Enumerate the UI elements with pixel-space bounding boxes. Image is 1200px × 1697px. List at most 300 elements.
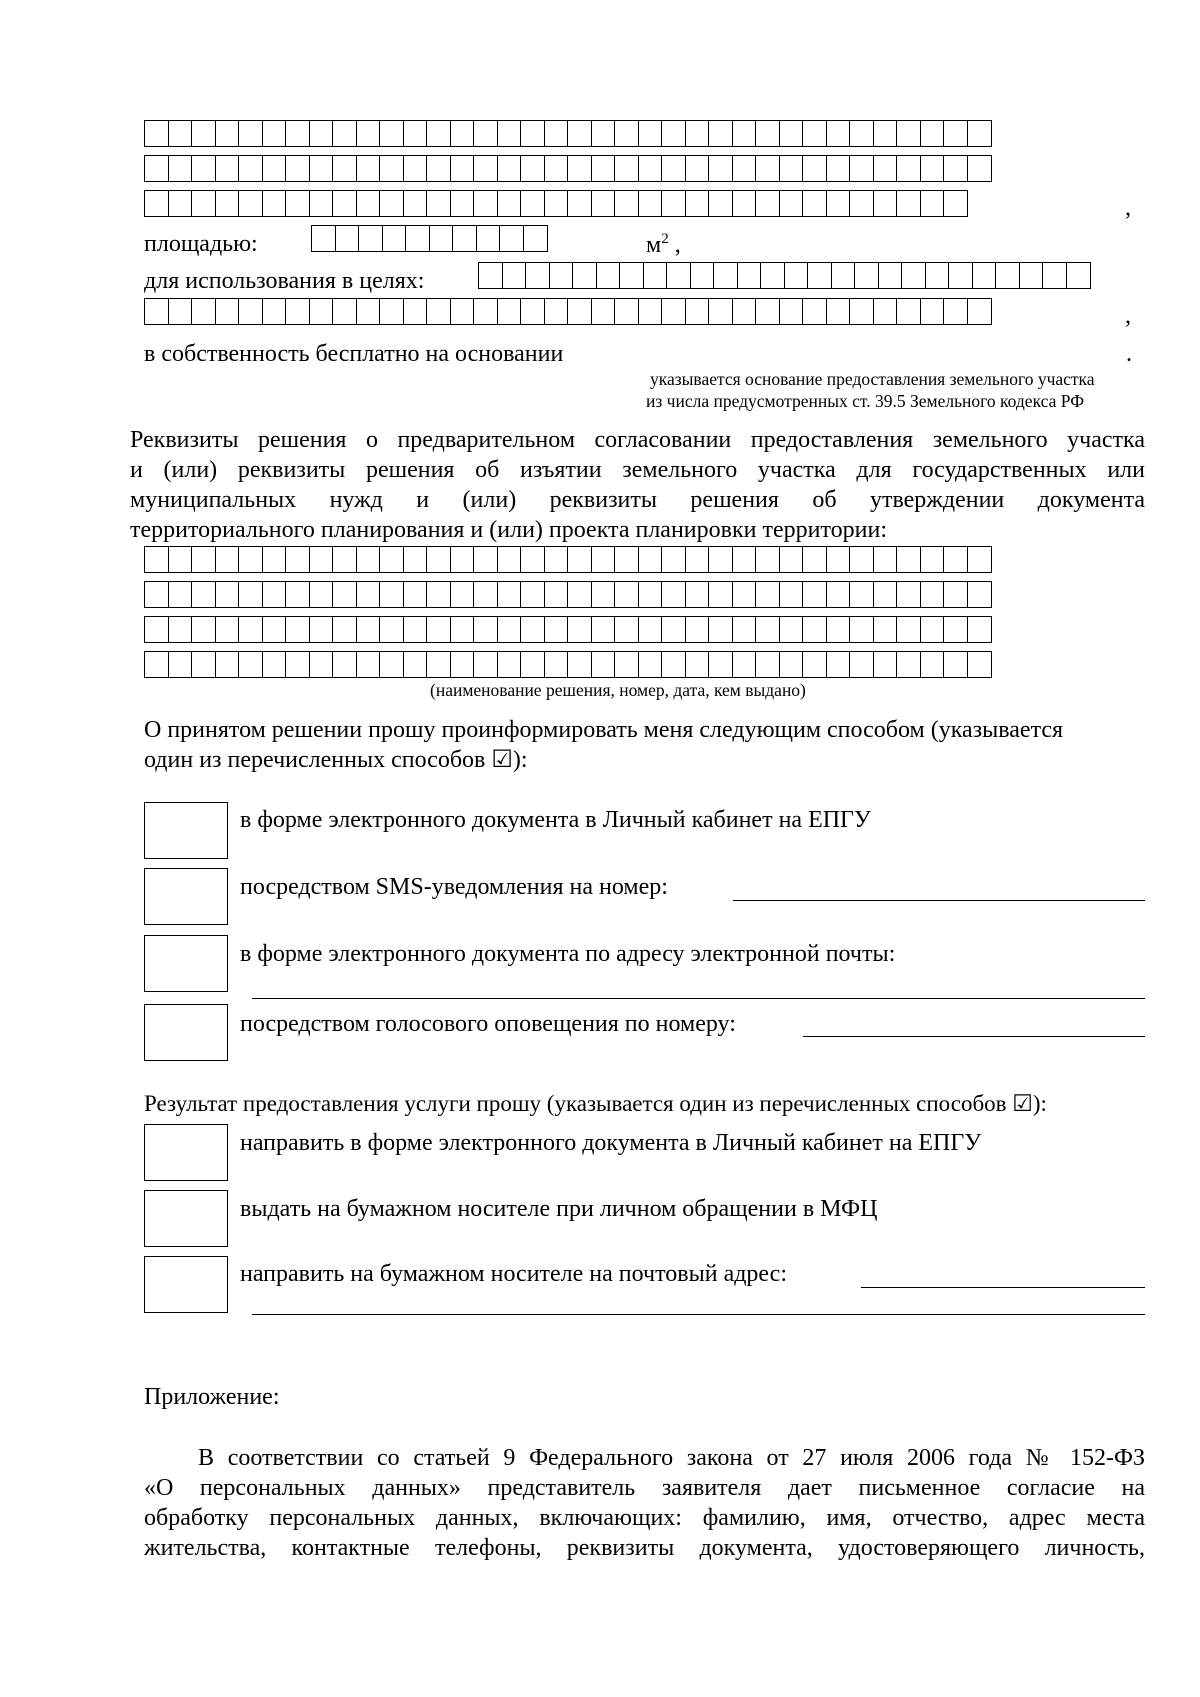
char-cell[interactable] — [732, 298, 757, 325]
char-cell[interactable] — [896, 616, 921, 643]
char-cell[interactable] — [591, 190, 616, 217]
char-cell[interactable] — [379, 651, 404, 678]
email-address-line[interactable] — [252, 998, 1145, 999]
char-cell[interactable] — [215, 651, 240, 678]
char-cell[interactable] — [238, 298, 263, 325]
char-cell[interactable] — [802, 616, 827, 643]
char-cell[interactable] — [356, 120, 381, 147]
char-cell[interactable] — [760, 262, 785, 289]
char-cell[interactable] — [638, 298, 663, 325]
char-cell[interactable] — [332, 155, 357, 182]
char-cell[interactable] — [262, 651, 287, 678]
area-grid[interactable] — [311, 225, 546, 252]
char-cell[interactable] — [638, 651, 663, 678]
char-cell[interactable] — [685, 651, 710, 678]
char-cell[interactable] — [429, 225, 454, 252]
char-cell[interactable] — [591, 651, 616, 678]
char-cell[interactable] — [426, 651, 451, 678]
char-cell[interactable] — [661, 651, 686, 678]
char-cell[interactable] — [831, 262, 856, 289]
char-cell[interactable] — [426, 546, 451, 573]
char-cell[interactable] — [849, 190, 874, 217]
char-cell[interactable] — [520, 120, 545, 147]
char-cell[interactable] — [426, 581, 451, 608]
char-cell[interactable] — [262, 581, 287, 608]
char-cell[interactable] — [925, 262, 950, 289]
char-cell[interactable] — [473, 155, 498, 182]
char-cell[interactable] — [732, 546, 757, 573]
char-cell[interactable] — [262, 546, 287, 573]
char-cell[interactable] — [685, 581, 710, 608]
char-cell[interactable] — [544, 616, 569, 643]
char-cell[interactable] — [215, 581, 240, 608]
char-cell[interactable] — [779, 651, 804, 678]
char-cell[interactable] — [215, 546, 240, 573]
char-cell[interactable] — [708, 546, 733, 573]
char-cell[interactable] — [614, 155, 639, 182]
char-cell[interactable] — [168, 581, 193, 608]
char-cell[interactable] — [873, 190, 898, 217]
char-cell[interactable] — [356, 190, 381, 217]
char-cell[interactable] — [426, 616, 451, 643]
char-grid-row[interactable] — [144, 155, 990, 182]
char-grid-row[interactable] — [144, 190, 967, 217]
char-cell[interactable] — [309, 546, 334, 573]
char-cell[interactable] — [497, 616, 522, 643]
char-cell[interactable] — [896, 651, 921, 678]
char-cell[interactable] — [755, 298, 780, 325]
char-cell[interactable] — [920, 546, 945, 573]
char-cell[interactable] — [943, 546, 968, 573]
char-cell[interactable] — [873, 616, 898, 643]
char-cell[interactable] — [896, 298, 921, 325]
char-cell[interactable] — [779, 190, 804, 217]
char-cell[interactable] — [405, 225, 430, 252]
char-cell[interactable] — [356, 298, 381, 325]
char-cell[interactable] — [920, 651, 945, 678]
char-cell[interactable] — [732, 616, 757, 643]
voice-number-line[interactable] — [803, 1036, 1145, 1037]
char-cell[interactable] — [967, 120, 992, 147]
char-cell[interactable] — [520, 546, 545, 573]
char-cell[interactable] — [168, 120, 193, 147]
char-cell[interactable] — [849, 120, 874, 147]
char-cell[interactable] — [285, 651, 310, 678]
result-option-post-checkbox[interactable] — [144, 1256, 228, 1313]
char-cell[interactable] — [426, 190, 451, 217]
char-cell[interactable] — [191, 298, 216, 325]
char-cell[interactable] — [873, 546, 898, 573]
char-cell[interactable] — [685, 298, 710, 325]
char-cell[interactable] — [168, 616, 193, 643]
char-cell[interactable] — [403, 298, 428, 325]
char-cell[interactable] — [638, 616, 663, 643]
char-cell[interactable] — [591, 155, 616, 182]
char-cell[interactable] — [403, 190, 428, 217]
char-cell[interactable] — [614, 298, 639, 325]
char-cell[interactable] — [849, 546, 874, 573]
char-cell[interactable] — [943, 155, 968, 182]
char-cell[interactable] — [614, 651, 639, 678]
char-cell[interactable] — [379, 546, 404, 573]
char-cell[interactable] — [826, 155, 851, 182]
char-cell[interactable] — [708, 155, 733, 182]
postal-address-line[interactable] — [861, 1287, 1145, 1288]
char-cell[interactable] — [426, 155, 451, 182]
char-cell[interactable] — [755, 120, 780, 147]
char-cell[interactable] — [943, 651, 968, 678]
char-cell[interactable] — [802, 120, 827, 147]
char-cell[interactable] — [379, 120, 404, 147]
char-cell[interactable] — [779, 581, 804, 608]
char-cell[interactable] — [972, 262, 997, 289]
char-cell[interactable] — [732, 651, 757, 678]
char-cell[interactable] — [849, 155, 874, 182]
char-cell[interactable] — [379, 616, 404, 643]
char-cell[interactable] — [544, 546, 569, 573]
char-cell[interactable] — [238, 581, 263, 608]
char-cell[interactable] — [849, 581, 874, 608]
char-cell[interactable] — [708, 651, 733, 678]
char-cell[interactable] — [191, 190, 216, 217]
char-grid-row[interactable] — [144, 581, 990, 608]
char-cell[interactable] — [920, 581, 945, 608]
char-cell[interactable] — [356, 155, 381, 182]
char-cell[interactable] — [802, 298, 827, 325]
char-cell[interactable] — [873, 155, 898, 182]
char-cell[interactable] — [854, 262, 879, 289]
char-cell[interactable] — [901, 262, 926, 289]
char-cell[interactable] — [168, 651, 193, 678]
char-cell[interactable] — [873, 581, 898, 608]
char-cell[interactable] — [591, 581, 616, 608]
char-cell[interactable] — [262, 190, 287, 217]
char-cell[interactable] — [450, 155, 475, 182]
notify-option-epgu-checkbox[interactable] — [144, 802, 228, 859]
char-cell[interactable] — [567, 581, 592, 608]
char-cell[interactable] — [403, 581, 428, 608]
char-cell[interactable] — [920, 120, 945, 147]
char-cell[interactable] — [168, 546, 193, 573]
char-cell[interactable] — [544, 120, 569, 147]
char-cell[interactable] — [332, 581, 357, 608]
char-cell[interactable] — [168, 190, 193, 217]
char-cell[interactable] — [619, 262, 644, 289]
result-option-epgu-checkbox[interactable] — [144, 1124, 228, 1181]
char-cell[interactable] — [473, 581, 498, 608]
sms-number-line[interactable] — [733, 900, 1145, 901]
char-cell[interactable] — [520, 298, 545, 325]
char-cell[interactable] — [567, 190, 592, 217]
char-cell[interactable] — [708, 581, 733, 608]
char-cell[interactable] — [544, 190, 569, 217]
char-cell[interactable] — [332, 120, 357, 147]
char-cell[interactable] — [520, 581, 545, 608]
char-cell[interactable] — [826, 120, 851, 147]
char-cell[interactable] — [285, 190, 310, 217]
char-cell[interactable] — [755, 651, 780, 678]
char-cell[interactable] — [779, 155, 804, 182]
char-cell[interactable] — [732, 155, 757, 182]
char-cell[interactable] — [802, 546, 827, 573]
char-cell[interactable] — [215, 298, 240, 325]
char-cell[interactable] — [450, 120, 475, 147]
char-cell[interactable] — [309, 120, 334, 147]
char-cell[interactable] — [168, 155, 193, 182]
char-cell[interactable] — [478, 262, 503, 289]
char-cell[interactable] — [499, 225, 524, 252]
char-cell[interactable] — [215, 190, 240, 217]
char-cell[interactable] — [567, 155, 592, 182]
char-cell[interactable] — [144, 120, 169, 147]
char-cell[interactable] — [661, 298, 686, 325]
char-cell[interactable] — [685, 120, 710, 147]
char-cell[interactable] — [920, 298, 945, 325]
char-cell[interactable] — [473, 120, 498, 147]
char-cell[interactable] — [638, 190, 663, 217]
char-cell[interactable] — [638, 546, 663, 573]
char-cell[interactable] — [826, 546, 851, 573]
char-cell[interactable] — [596, 262, 621, 289]
char-cell[interactable] — [943, 581, 968, 608]
char-cell[interactable] — [356, 616, 381, 643]
char-grid-row[interactable] — [144, 546, 990, 573]
char-cell[interactable] — [544, 298, 569, 325]
char-cell[interactable] — [450, 546, 475, 573]
char-cell[interactable] — [497, 581, 522, 608]
char-cell[interactable] — [285, 616, 310, 643]
char-grid-row[interactable] — [144, 120, 990, 147]
char-cell[interactable] — [358, 225, 383, 252]
char-cell[interactable] — [520, 155, 545, 182]
char-cell[interactable] — [708, 120, 733, 147]
char-cell[interactable] — [473, 298, 498, 325]
char-cell[interactable] — [379, 190, 404, 217]
char-cell[interactable] — [708, 616, 733, 643]
char-cell[interactable] — [403, 651, 428, 678]
char-cell[interactable] — [755, 190, 780, 217]
char-cell[interactable] — [544, 155, 569, 182]
char-cell[interactable] — [638, 155, 663, 182]
char-cell[interactable] — [356, 581, 381, 608]
char-cell[interactable] — [191, 546, 216, 573]
char-cell[interactable] — [614, 120, 639, 147]
char-cell[interactable] — [497, 190, 522, 217]
char-cell[interactable] — [661, 616, 686, 643]
char-cell[interactable] — [920, 190, 945, 217]
char-cell[interactable] — [311, 225, 336, 252]
char-cell[interactable] — [379, 298, 404, 325]
char-cell[interactable] — [685, 546, 710, 573]
char-cell[interactable] — [967, 581, 992, 608]
char-cell[interactable] — [567, 120, 592, 147]
char-cell[interactable] — [1066, 262, 1091, 289]
char-cell[interactable] — [591, 120, 616, 147]
char-cell[interactable] — [191, 581, 216, 608]
char-cell[interactable] — [332, 190, 357, 217]
char-cell[interactable] — [826, 616, 851, 643]
char-cell[interactable] — [144, 298, 169, 325]
char-cell[interactable] — [309, 298, 334, 325]
char-cell[interactable] — [591, 298, 616, 325]
char-cell[interactable] — [732, 120, 757, 147]
char-cell[interactable] — [144, 190, 169, 217]
char-cell[interactable] — [967, 616, 992, 643]
char-cell[interactable] — [332, 298, 357, 325]
char-cell[interactable] — [450, 298, 475, 325]
char-grid-row[interactable] — [144, 298, 990, 325]
char-cell[interactable] — [144, 581, 169, 608]
char-cell[interactable] — [309, 651, 334, 678]
char-cell[interactable] — [948, 262, 973, 289]
char-cell[interactable] — [614, 190, 639, 217]
char-cell[interactable] — [426, 298, 451, 325]
char-cell[interactable] — [403, 546, 428, 573]
char-cell[interactable] — [525, 262, 550, 289]
char-cell[interactable] — [450, 651, 475, 678]
char-cell[interactable] — [737, 262, 762, 289]
char-cell[interactable] — [473, 616, 498, 643]
char-cell[interactable] — [335, 225, 360, 252]
char-cell[interactable] — [638, 581, 663, 608]
char-cell[interactable] — [382, 225, 407, 252]
notify-option-email-checkbox[interactable] — [144, 935, 228, 992]
char-cell[interactable] — [497, 298, 522, 325]
char-cell[interactable] — [896, 120, 921, 147]
char-cell[interactable] — [755, 581, 780, 608]
char-cell[interactable] — [591, 616, 616, 643]
char-cell[interactable] — [544, 581, 569, 608]
char-cell[interactable] — [896, 155, 921, 182]
char-cell[interactable] — [309, 616, 334, 643]
char-cell[interactable] — [497, 651, 522, 678]
char-cell[interactable] — [661, 190, 686, 217]
char-cell[interactable] — [732, 581, 757, 608]
char-cell[interactable] — [379, 155, 404, 182]
char-cell[interactable] — [332, 651, 357, 678]
char-cell[interactable] — [403, 155, 428, 182]
result-option-mfc-checkbox[interactable] — [144, 1190, 228, 1247]
char-cell[interactable] — [238, 651, 263, 678]
char-cell[interactable] — [1042, 262, 1067, 289]
char-cell[interactable] — [732, 190, 757, 217]
char-cell[interactable] — [967, 651, 992, 678]
char-cell[interactable] — [262, 155, 287, 182]
char-cell[interactable] — [309, 155, 334, 182]
char-cell[interactable] — [144, 651, 169, 678]
char-cell[interactable] — [920, 616, 945, 643]
char-cell[interactable] — [896, 581, 921, 608]
char-cell[interactable] — [450, 581, 475, 608]
char-cell[interactable] — [476, 225, 501, 252]
char-cell[interactable] — [896, 546, 921, 573]
char-cell[interactable] — [779, 120, 804, 147]
char-cell[interactable] — [967, 546, 992, 573]
char-cell[interactable] — [191, 120, 216, 147]
char-cell[interactable] — [191, 616, 216, 643]
char-cell[interactable] — [873, 651, 898, 678]
char-cell[interactable] — [332, 616, 357, 643]
char-cell[interactable] — [215, 155, 240, 182]
char-cell[interactable] — [873, 120, 898, 147]
char-cell[interactable] — [191, 155, 216, 182]
char-cell[interactable] — [309, 190, 334, 217]
char-cell[interactable] — [614, 581, 639, 608]
char-cell[interactable] — [943, 298, 968, 325]
char-cell[interactable] — [826, 651, 851, 678]
char-cell[interactable] — [473, 546, 498, 573]
char-cell[interactable] — [967, 155, 992, 182]
char-cell[interactable] — [661, 546, 686, 573]
char-cell[interactable] — [807, 262, 832, 289]
char-cell[interactable] — [1019, 262, 1044, 289]
char-cell[interactable] — [309, 581, 334, 608]
char-cell[interactable] — [520, 190, 545, 217]
char-cell[interactable] — [567, 298, 592, 325]
char-cell[interactable] — [755, 546, 780, 573]
char-cell[interactable] — [502, 262, 527, 289]
char-cell[interactable] — [403, 616, 428, 643]
char-cell[interactable] — [638, 120, 663, 147]
char-cell[interactable] — [779, 298, 804, 325]
char-cell[interactable] — [708, 298, 733, 325]
char-cell[interactable] — [497, 546, 522, 573]
char-cell[interactable] — [238, 120, 263, 147]
char-cell[interactable] — [591, 546, 616, 573]
char-cell[interactable] — [238, 190, 263, 217]
char-cell[interactable] — [379, 581, 404, 608]
char-cell[interactable] — [520, 616, 545, 643]
char-cell[interactable] — [920, 155, 945, 182]
char-cell[interactable] — [356, 651, 381, 678]
char-cell[interactable] — [661, 581, 686, 608]
char-cell[interactable] — [878, 262, 903, 289]
char-cell[interactable] — [755, 155, 780, 182]
char-cell[interactable] — [661, 120, 686, 147]
char-cell[interactable] — [403, 120, 428, 147]
char-cell[interactable] — [826, 298, 851, 325]
char-cell[interactable] — [332, 546, 357, 573]
char-grid-row[interactable] — [144, 651, 990, 678]
char-cell[interactable] — [450, 616, 475, 643]
char-cell[interactable] — [943, 190, 968, 217]
char-cell[interactable] — [285, 155, 310, 182]
char-cell[interactable] — [614, 546, 639, 573]
char-cell[interactable] — [497, 155, 522, 182]
char-cell[interactable] — [779, 546, 804, 573]
char-cell[interactable] — [285, 298, 310, 325]
char-cell[interactable] — [896, 190, 921, 217]
char-cell[interactable] — [614, 616, 639, 643]
char-cell[interactable] — [567, 616, 592, 643]
char-cell[interactable] — [238, 616, 263, 643]
char-cell[interactable] — [685, 616, 710, 643]
char-cell[interactable] — [849, 651, 874, 678]
char-cell[interactable] — [873, 298, 898, 325]
char-cell[interactable] — [473, 190, 498, 217]
char-cell[interactable] — [943, 120, 968, 147]
char-cell[interactable] — [473, 651, 498, 678]
char-cell[interactable] — [215, 120, 240, 147]
char-cell[interactable] — [802, 190, 827, 217]
char-cell[interactable] — [285, 581, 310, 608]
char-cell[interactable] — [262, 120, 287, 147]
char-cell[interactable] — [567, 651, 592, 678]
char-cell[interactable] — [144, 546, 169, 573]
char-cell[interactable] — [144, 616, 169, 643]
char-grid-row[interactable] — [144, 616, 990, 643]
char-cell[interactable] — [450, 190, 475, 217]
